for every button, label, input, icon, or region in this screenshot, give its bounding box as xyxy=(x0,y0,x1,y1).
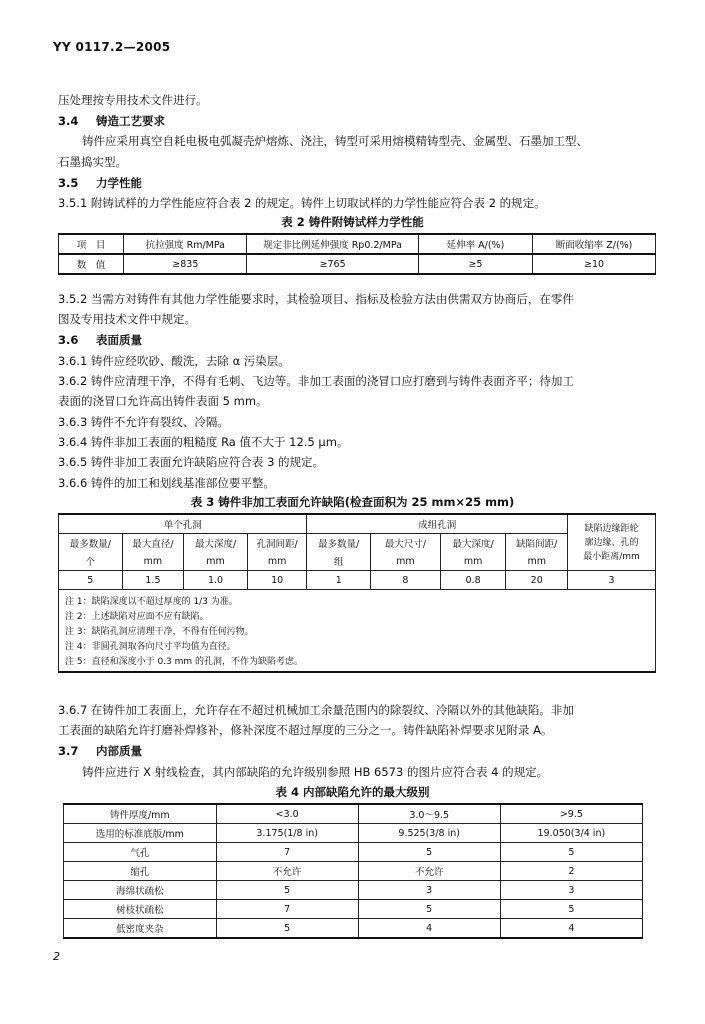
page-number: 2 xyxy=(53,950,60,963)
side-header-line: 缺陷边缘距轮 xyxy=(584,523,639,534)
table-header-cell: 延伸率 A/(%) xyxy=(418,234,532,254)
paragraph-3-6-7-line1: 3.6.7 在铸件加工表面上，允许存在不超过机械加工余量范围内的除裂纹、冷隔以外的其他缺陷。非加 xyxy=(58,703,574,717)
table-cell: 3 xyxy=(500,881,642,900)
table-header-cell: 最多数量/ xyxy=(307,534,371,553)
table-header-cell: mm xyxy=(184,552,248,571)
table-cell: 5 xyxy=(358,843,500,862)
table-header-cell: 断面收缩率 Z/(%) xyxy=(533,234,656,254)
table-2-caption: 表 2 铸件附铸试样力学性能 xyxy=(281,215,424,229)
paragraph-3-5-2-line1: 3.5.2 当需方对铸件有其他力学性能要求时，其检验项目、指标及检验方法由供需双方协商后，在零件 xyxy=(58,292,574,306)
paragraph-3-4-line2: 石墨捣实型。 xyxy=(58,155,127,169)
table-2 xyxy=(58,233,656,275)
table-header-cell: mm xyxy=(371,552,441,571)
section-number: 3.6 xyxy=(58,333,79,347)
table-cell: 8 xyxy=(371,571,441,590)
table-cell: 19.050(3/4 in) xyxy=(500,824,642,843)
table-side-header xyxy=(568,514,656,571)
table-cell: 20 xyxy=(506,571,568,590)
table-header-cell: 孔洞间距/ xyxy=(247,534,307,553)
table-cell: 3.175(1/8 in) xyxy=(216,824,358,843)
table-cell: 1.0 xyxy=(184,571,248,590)
table-cell: 不允许 xyxy=(358,862,500,881)
table-4 xyxy=(63,803,643,939)
table-group-header: 成组孔洞 xyxy=(307,514,568,534)
table-header-cell: 规定非比例延伸强度 Rp0.2/MPa xyxy=(247,234,419,254)
table-cell: 7 xyxy=(216,843,358,862)
table-cell: ≥10 xyxy=(533,254,656,274)
table-cell: 1.5 xyxy=(122,571,184,590)
table-note: 注 5：直径和深度小于 0.3 mm 的孔洞，不作为缺陷考虑。 xyxy=(59,653,656,672)
paragraph-3-6-6: 3.6.6 铸件的加工和划线基准部位要平整。 xyxy=(58,476,275,490)
section-number: 3.4 xyxy=(58,114,79,128)
paragraph-3-5-1: 3.5.1 附铸试样的力学性能应符合表 2 的规定。铸件上切取试样的力学性能应符合表 2 的规定。 xyxy=(58,196,546,210)
table-cell: 4 xyxy=(358,919,500,939)
standard-number-header: YY 0117.2—2005 xyxy=(53,40,171,54)
table-note: 注 3：缺陷孔洞应清理干净，不得有任何污物。 xyxy=(59,623,656,638)
table-header-cell: >9.5 xyxy=(500,804,642,824)
paragraph-3-6-7-line2: 工表面的缺陷允许打磨补焊修补，修补深度不超过厚度的三分之一。铸件缺陷补焊要求见附录 A。 xyxy=(58,723,553,737)
paragraph-3-6-1: 3.6.1 铸件应经吹砂、酸洗，去除 α 污染层。 xyxy=(58,354,290,368)
table-cell: ≥765 xyxy=(247,254,419,274)
table-cell: 1 xyxy=(307,571,371,590)
table-header-cell: 最大深度/ xyxy=(440,534,506,553)
side-header-line: 最小距离/mm xyxy=(583,551,640,562)
table-cell: 数 值 xyxy=(59,254,124,274)
table-header-cell: 抗拉强度 Rm/MPa xyxy=(124,234,247,254)
section-number: 3.5 xyxy=(58,176,79,190)
paragraph-3-4-line1: 铸件应采用真空自耗电极电弧凝壳炉熔炼、浇注，铸型可采用熔模精铸型壳、金属型、石墨加工型、 xyxy=(82,134,588,148)
table-header-cell: 项 目 xyxy=(59,234,124,254)
table-cell: 5 xyxy=(358,900,500,919)
table-note: 注 2：上述缺陷对应面不应有缺陷。 xyxy=(59,608,656,623)
table-cell: 5 xyxy=(216,919,358,939)
paragraph-3-5-2-line2: 图及专用技术文件中规定。 xyxy=(58,312,196,326)
table-header-cell: mm xyxy=(440,552,506,571)
table-row-label: 气孔 xyxy=(64,843,217,862)
table-3 xyxy=(58,513,656,673)
table-header-cell: 个 xyxy=(59,552,123,571)
paragraph-3-6-5: 3.6.5 铸件非加工表面允许缺陷应符合表 3 的规定。 xyxy=(58,455,325,469)
section-3-6-heading xyxy=(58,332,142,348)
table-cell: 5 xyxy=(500,900,642,919)
table-header-cell: 铸件厚度/mm xyxy=(64,804,217,824)
table-cell: 9.525(3/8 in) xyxy=(358,824,500,843)
table-header-cell: 3.0～9.5 xyxy=(358,804,500,824)
table-row-label: 缩孔 xyxy=(64,862,217,881)
section-3-7-heading xyxy=(58,743,142,759)
paragraph-3-6-4: 3.6.4 铸件非加工表面的粗糙度 Ra 值不大于 12.5 μm。 xyxy=(58,435,349,449)
paragraph-3-7: 铸件应进行 X 射线检查，其内部缺陷的允许级别参照 HB 6573 的图片应符合表 4 的规定。 xyxy=(82,765,549,779)
section-3-5-heading xyxy=(58,175,142,191)
table-header-cell: <3.0 xyxy=(216,804,358,824)
table-4-caption: 表 4 内部缺陷允许的最大级别 xyxy=(275,785,430,799)
table-header-cell: mm xyxy=(122,552,184,571)
section-title: 铸造工艺要求 xyxy=(96,114,166,128)
table-note: 注 4：非圆孔洞取各向尺寸平均值为直径。 xyxy=(59,638,656,653)
table-cell: ≥835 xyxy=(124,254,247,274)
section-number: 3.7 xyxy=(58,744,79,758)
table-cell: 不允许 xyxy=(216,862,358,881)
table-header-cell: mm xyxy=(506,552,568,571)
table-header-cell: 最大深度/ xyxy=(184,534,248,553)
table-header-cell: 缺陷间距/ xyxy=(506,534,568,553)
section-3-4-heading xyxy=(58,113,165,129)
section-title: 力学性能 xyxy=(96,176,143,190)
table-cell: ≥5 xyxy=(418,254,532,274)
table-cell: 10 xyxy=(247,571,307,590)
paragraph-3-6-3: 3.6.3 铸件不允许有裂纹、冷隔。 xyxy=(58,415,229,429)
table-header-cell: 最大直径/ xyxy=(122,534,184,553)
table-3-caption: 表 3 铸件非加工表面允许缺陷(检查面积为 25 mm×25 mm) xyxy=(190,495,515,509)
table-header-cell: mm xyxy=(247,552,307,571)
table-row-label: 选用的标准底版/mm xyxy=(64,824,217,843)
table-group-header: 单个孔洞 xyxy=(59,514,307,534)
table-cell: 3 xyxy=(358,881,500,900)
table-cell: 7 xyxy=(216,900,358,919)
table-cell: 4 xyxy=(500,919,642,939)
table-cell: 2 xyxy=(500,862,642,881)
table-cell: 5 xyxy=(216,881,358,900)
section-title: 表面质量 xyxy=(96,333,143,347)
table-cell: 0.8 xyxy=(440,571,506,590)
table-header-cell: 组 xyxy=(307,552,371,571)
table-row-label: 低密度夹杂 xyxy=(64,919,217,939)
table-row-label: 海绵状疏松 xyxy=(64,881,217,900)
section-title: 内部质量 xyxy=(96,744,143,758)
table-cell: 3 xyxy=(568,571,656,590)
table-header-cell: 最大尺寸/ xyxy=(371,534,441,553)
table-note: 注 1：缺陷深度以不超过厚度的 1/3 为准。 xyxy=(59,590,656,609)
paragraph-3-6-2-line2: 表面的浇冒口允许高出铸件表面 5 mm。 xyxy=(58,394,268,408)
paragraph-3-6-2-line1: 3.6.2 铸件应清理干净，不得有毛刺、飞边等。非加工表面的浇冒口应打磨到与铸件表面齐平；待加工 xyxy=(58,374,574,388)
table-cell: 5 xyxy=(500,843,642,862)
table-header-cell: 最多数量/ xyxy=(59,534,123,553)
paragraph-continuation: 压处理按专用技术文件进行。 xyxy=(58,93,208,107)
table-cell: 5 xyxy=(59,571,123,590)
side-header-line: 廓边缘、孔的 xyxy=(584,537,639,548)
table-row-label: 树枝状疏松 xyxy=(64,900,217,919)
